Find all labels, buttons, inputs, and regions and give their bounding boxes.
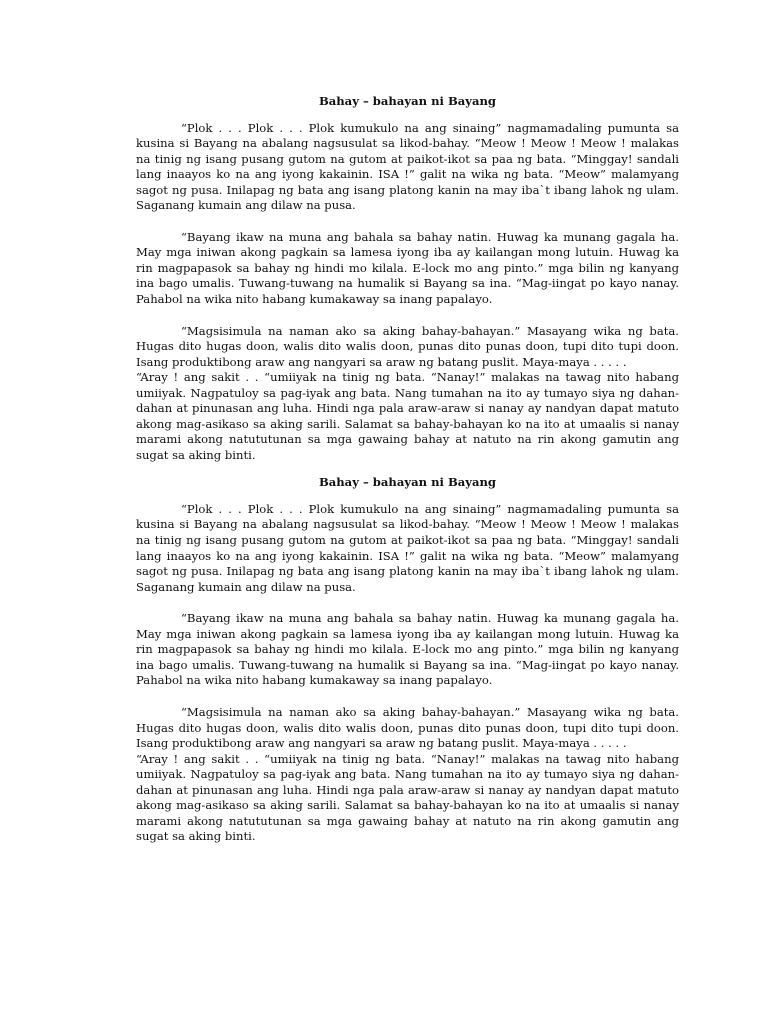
- story-paragraph: “Plok . . . Plok . . . Plok kumukulo na ang sinaing” nagmamadaling pumunta sa kusina si Bayang na abalang nagsusulat sa likod-bahay. “Meow ! Meow ! Meow ! malakas na tinig ng isang pusang gutom na gutom at paikot-ikot sa paa ng bata. “Minggay! sandali lang inaayos ko na ang iyong kakainin. ISA !” galit na wika ng bata. “Meow” malamyang sagot ng pusa. Inilapag ng bata ang isang platong kanin na may iba`t ibang lahok ng ulam. Saganang kumain ang dilaw na pusa.: [136, 120, 679, 213]
- story-paragraph: “Magsisimula na naman ako sa aking bahay-bahayan.” Masayang wika ng bata. Hugas dito hugas doon, walis dito walis doon, punas dito punas doon, tupi dito tupi doon. Isang produktibong araw ang nangyari sa araw ng batang puslit. Maya-maya . . . . .: [136, 323, 679, 369]
- story-paragraph: “Bayang ikaw na muna ang bahala sa bahay natin. Huwag ka munang gagala ha. May mga iniwan akong pagkain sa lamesa iyong iba ay kailangan mong lutuin. Huwag ka rin magpapasok sa bahay ng hindi mo kilala. E-lock mo ang pinto.” mga bilin ng kanyang ina bago umalis. Tuwang-tuwang na humalik si Bayang sa ina. “Mag-iingat po kayo nanay. Pahabol na wika nito habang kumakaway sa inang papalayo.: [136, 229, 679, 306]
- story-section: [136, 475, 679, 844]
- story-title: Bahay – bahayan ni Bayang: [318, 94, 497, 108]
- story-paragraph: “Magsisimula na naman ako sa aking bahay-bahayan.” Masayang wika ng bata. Hugas dito hugas doon, walis dito walis doon, punas dito punas doon, tupi dito tupi doon. Isang produktibong araw ang nangyari sa araw ng batang puslit. Maya-maya . . . . .: [136, 704, 679, 751]
- story-title: Bahay – bahayan ni Bayang: [318, 475, 497, 490]
- story-paragraph: “Aray ! ang sakit . . “umiiyak na tinig ng bata. “Nanay!” malakas na tawag nito habang umiiyak. Nagpatuloy sa pag-iyak ang bata. Nang tumahan na ito ay tumayo siya ng dahan-dahan at pinunasan ang luha. Hindi nga pala araw-araw si nanay ay nandyan dapat matuto akong mag-asikaso sa aking sarili. Salamat sa bahay-bahayan ko na ito at umaalis si nanay marami akong natututunan sa mga gawaing bahay at natuto na rin akong gamutin ang sugat sa aking binti.: [136, 370, 679, 462]
- story-paragraph: “Plok . . . Plok . . . Plok kumukulo na ang sinaing” nagmamadaling pumunta sa kusina si Bayang na abalang nagsusulat sa likod-bahay. “Meow ! Meow ! Meow ! malakas na tinig ng isang pusang gutom na gutom at paikot-ikot sa paa ng bata. “Minggay! sandali lang inaayos ko na ang iyong kakainin. ISA !” galit na wika ng bata. “Meow” malamyang sagot ng pusa. Inilapag ng bata ang isang platong kanin na may iba`t ibang lahok ng ulam. Saganang kumain ang dilaw na pusa.: [136, 501, 679, 594]
- story-section: [136, 94, 679, 463]
- story-paragraph: “Bayang ikaw na muna ang bahala sa bahay natin. Huwag ka munang gagala ha. May mga iniwan akong pagkain sa lamesa iyong iba ay kailangan mong lutuin. Huwag ka rin magpapasok sa bahay ng hindi mo kilala. E-lock mo ang pinto.” mga bilin ng kanyang ina bago umalis. Tuwang-tuwang na humalik si Bayang sa ina. “Mag-iingat po kayo nanay. Pahabol na wika nito habang kumakaway sa inang papalayo.: [136, 611, 679, 688]
- story-paragraph: “Aray ! ang sakit . . “umiiyak na tinig ng bata. “Nanay!” malakas na tawag nito habang umiiyak. Nagpatuloy sa pag-iyak ang bata. Nang tumahan na ito ay tumayo siya ng dahan-dahan at pinunasan ang luha. Hindi nga pala araw-araw si nanay ay nandyan dapat matuto akong mag-asikaso sa aking sarili. Salamat sa bahay-bahayan ko na ito at umaalis si nanay marami akong natututunan sa mga gawaing bahay at natuto na rin akong gamutin ang sugat sa aking binti.: [136, 751, 679, 844]
- document-page: [136, 90, 679, 845]
